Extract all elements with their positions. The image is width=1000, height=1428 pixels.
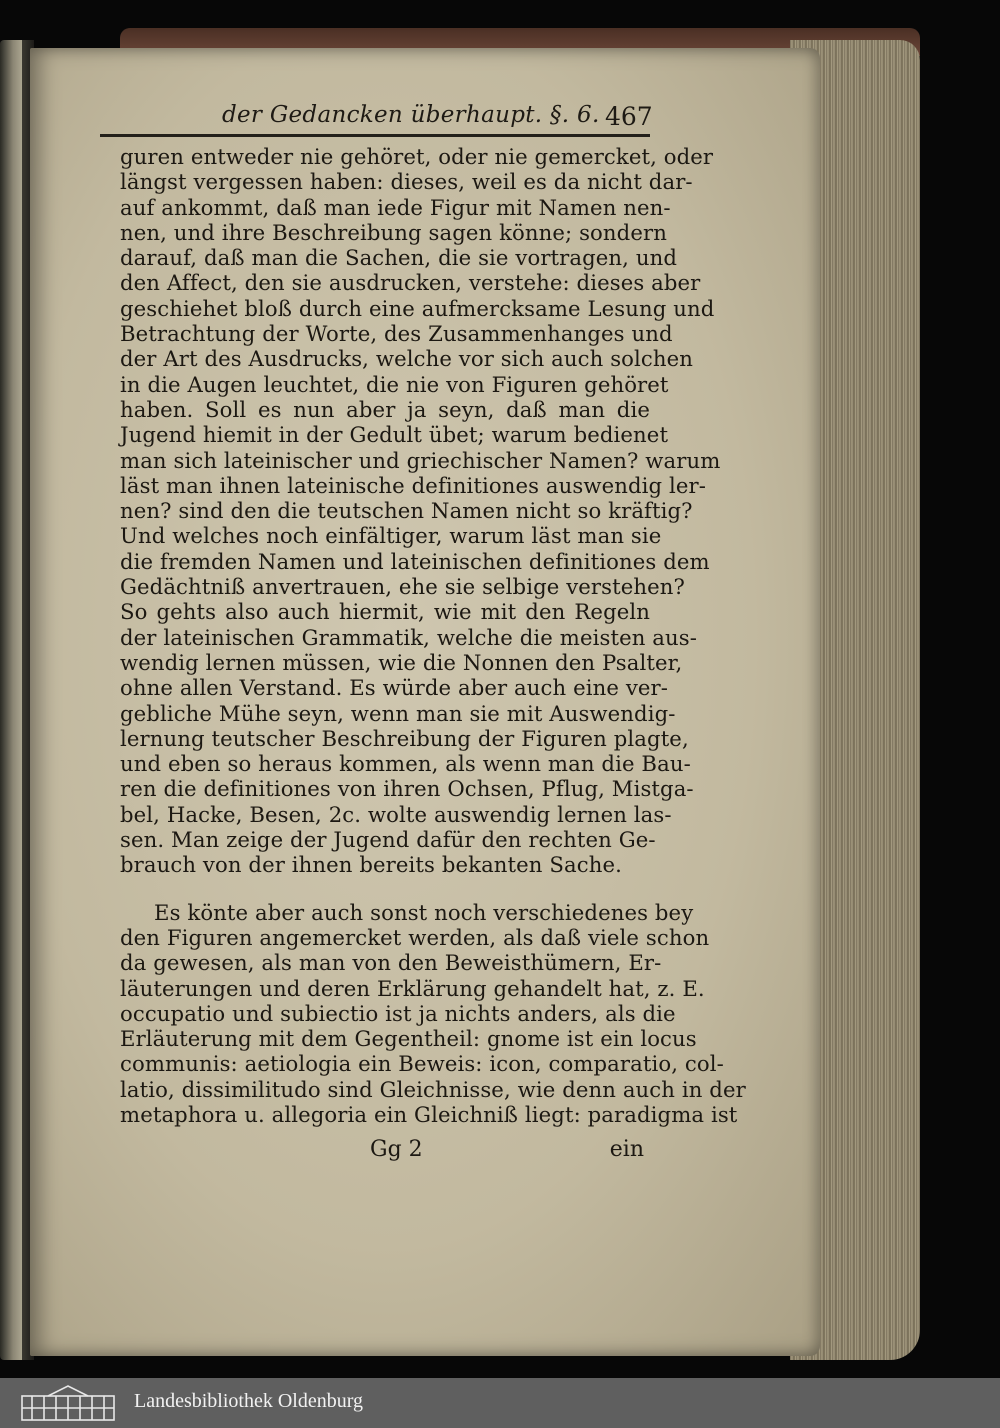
text-line: wendig lernen müssen, wie die Nonnen den Psalter, xyxy=(120,649,683,675)
catchword: ein xyxy=(609,1137,644,1162)
text-line: ren die definitiones von ihren Ochsen, Pflug, Mistga- xyxy=(120,776,694,802)
text-line: in die Augen leuchtet, die nie von Figuren gehöret xyxy=(120,371,669,397)
text-line: läuterungen und deren Erklärung gehandelt hat, z. E. xyxy=(120,975,705,1001)
text-line: bel, Hacke, Besen, 2c. wolte auswendig lernen las- xyxy=(120,801,672,827)
text-line: den Figuren angemercket werden, als daß viele schon xyxy=(120,924,710,950)
header-rule xyxy=(100,134,650,137)
page-footer xyxy=(368,1137,644,1167)
library-building-icon xyxy=(18,1384,118,1422)
text-line: ohne allen Verstand. Es würde aber auch eine ver- xyxy=(120,675,669,701)
text-line: nen, und ihre Beschreibung sagen könne; sondern xyxy=(120,219,667,245)
text-line: auf ankommt, daß man iede Figur mit Namen nen- xyxy=(120,194,671,220)
text-line: occupatio und subiectio ist ja nichts anders, als die xyxy=(120,1000,676,1026)
text-line: darauf, daß man die Sachen, die sie vortragen, und xyxy=(120,245,678,271)
text-line: So gehts also auch hiermit, wie mit den Regeln xyxy=(120,599,650,625)
text-line: communis: aetiologia ein Beweis: icon, comparatio, col- xyxy=(120,1051,724,1077)
text-line: nen? sind den die teutschen Namen nicht so kräftig? xyxy=(120,498,693,524)
text-line: der lateinischen Grammatik, welche die meisten aus- xyxy=(120,624,697,650)
text-line: läst man ihnen lateinische definitiones auswendig ler- xyxy=(120,472,707,498)
text-line: den Affect, den sie ausdrucken, verstehe: dieses aber xyxy=(120,270,701,296)
text-line: metaphora u. allegoria ein Gleichniß liegt: paradigma ist xyxy=(120,1101,738,1127)
text-line: man sich lateinischer und griechischer Namen? warum xyxy=(120,447,721,473)
text-line: Erläuterung mit dem Gegentheil: gnome ist ein locus xyxy=(120,1026,697,1052)
text-line: der Art des Ausdrucks, welche vor sich auch solchen xyxy=(120,346,694,372)
text-line: latio, dissimilitudo sind Gleichnisse, wie denn auch in der xyxy=(120,1076,746,1102)
text-line: Betrachtung der Worte, des Zusammenhanges und xyxy=(120,321,673,347)
running-head: der Gedancken überhaupt. §. 6. xyxy=(222,102,600,128)
signature-mark: Gg 2 xyxy=(370,1137,423,1162)
text-line: sen. Man zeige der Jugend dafür den rechten Ge- xyxy=(120,827,656,853)
text-line: haben. Soll es nun aber ja seyn, daß man die xyxy=(120,396,650,422)
page-header xyxy=(210,98,660,138)
text-line: Und welches noch einfältiger, warum läst man sie xyxy=(120,523,662,549)
footer-bar xyxy=(0,1378,1000,1428)
body-text xyxy=(120,144,746,1127)
text-line: Es könte aber auch sonst noch verschiedenes bey xyxy=(154,899,694,925)
text-line: Jugend hiemit in der Gedult übet; warum bedienet xyxy=(120,422,669,448)
text-line: gebliche Mühe seyn, wenn man sie mit Auswendig- xyxy=(120,700,676,726)
text-line: brauch von der ihnen bereits bekanten Sache. xyxy=(120,852,622,878)
text-line: lernung teutscher Beschreibung der Figuren plagte, xyxy=(120,725,689,751)
text-line: guren entweder nie gehöret, oder nie gemercket, oder xyxy=(120,144,714,169)
text-line: längst vergessen haben: dieses, weil es da nicht dar- xyxy=(120,169,693,195)
text-line: und eben so heraus kommen, als wenn man die Bau- xyxy=(120,751,691,777)
paragraph-gap xyxy=(120,878,650,900)
text-line: da gewesen, als man von den Beweisthümern, Er- xyxy=(120,950,662,976)
text-line: die fremden Namen und lateinischen definitiones dem xyxy=(120,548,710,574)
text-line: Gedächtniß anvertrauen, ehe sie selbige verstehen? xyxy=(120,574,685,600)
text-line: geschiehet bloß durch eine aufmercksame Lesung und xyxy=(120,295,715,321)
page-number: 467 xyxy=(605,102,653,131)
library-name: Landesbibliothek Oldenburg xyxy=(134,1390,364,1412)
